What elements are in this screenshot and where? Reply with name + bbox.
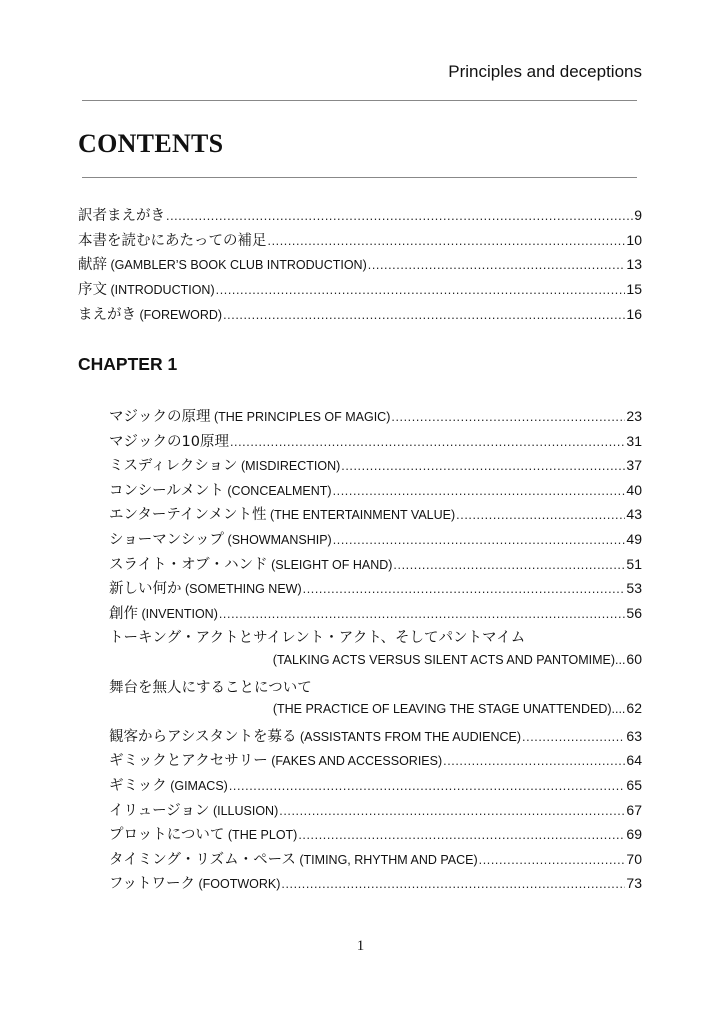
entry-title-jp: イリュージョン — [109, 802, 210, 819]
toc-entry — [109, 430, 642, 455]
entry-page-number: 64 — [626, 752, 642, 769]
entry-title-en: (ILLUSION) — [209, 803, 279, 818]
entry-page-number: 15 — [626, 281, 642, 298]
toc-entry — [78, 253, 642, 278]
toc-entry — [109, 553, 642, 578]
toc-entry — [109, 676, 642, 701]
entry-title-jp: マジックの原理 — [109, 409, 211, 425]
dot-leader — [393, 558, 625, 572]
entry-title-en: (FAKES AND ACCESSORIES) — [267, 754, 443, 769]
entry-title-en: (TALKING ACTS VERSUS SILENT ACTS AND PANTOMIME)... — [272, 652, 626, 667]
chapter-entry-list — [109, 405, 642, 897]
entry-title-jp: ショーマンシップ — [109, 531, 225, 548]
chapter-heading: CHAPTER 1 — [78, 354, 178, 374]
entry-page-number: 31 — [626, 432, 642, 449]
dot-leader — [333, 533, 626, 547]
dot-leader — [281, 877, 625, 891]
entry-page-number: 60 — [626, 650, 642, 667]
entry-title-jp: ギミック — [109, 777, 167, 794]
entry-title-jp: 観客からアシスタントを募る — [109, 728, 297, 745]
entry-title-en: (GIMACS) — [166, 778, 228, 793]
entry-page-number: 73 — [626, 875, 642, 892]
entry-title-jp: 献辞 — [78, 257, 107, 274]
dot-leader — [216, 283, 626, 297]
entry-page-number: 40 — [626, 481, 642, 498]
toc-entry — [78, 278, 642, 303]
dot-leader — [303, 582, 626, 596]
dot-leader — [333, 484, 626, 498]
entry-page-number: 67 — [626, 801, 642, 818]
dot-leader — [298, 828, 625, 842]
entry-title-en: (THE PRACTICE OF LEAVING THE STAGE UNATTENDED).... — [272, 702, 626, 717]
entry-title-jp: 創作 — [109, 605, 138, 622]
entry-title-jp: ギミックとアクセサリー — [109, 753, 268, 770]
entry-page-number: 70 — [626, 850, 642, 867]
toc-entry — [109, 528, 642, 553]
entry-title-en: (MISDIRECTION) — [237, 459, 341, 474]
dot-leader — [341, 459, 625, 473]
entry-title-jp: 舞台を無人にすることについて — [109, 679, 312, 696]
entry-page-number: 10 — [626, 231, 642, 248]
dot-leader — [230, 435, 625, 449]
front-matter-list — [78, 204, 642, 327]
toc-entry — [109, 503, 642, 528]
entry-title-jp: まえがき — [78, 306, 136, 323]
entry-title-jp: タイミング・リズム・ペース — [109, 851, 296, 868]
toc-entry — [78, 303, 642, 328]
dot-leader — [391, 410, 625, 424]
entry-title-jp: コンシールメント — [109, 482, 224, 499]
toc-entry — [109, 479, 642, 504]
entry-title-jp: マジックの10原理 — [109, 433, 229, 450]
entry-title-en: (THE PRINCIPLES OF MAGIC) — [210, 410, 391, 424]
entry-title-jp: 新しい何か — [109, 581, 182, 598]
dot-leader — [229, 779, 626, 793]
toc-entry — [109, 577, 642, 602]
entry-title-jp: フットワーク — [109, 876, 195, 893]
toc-entry — [109, 725, 642, 750]
toc-entry — [109, 774, 642, 799]
toc-entry — [78, 229, 642, 254]
dot-leader — [279, 804, 625, 818]
toc-entry — [78, 204, 642, 229]
toc-entry — [109, 454, 642, 479]
entry-page-number: 16 — [626, 305, 642, 322]
entry-title-en: (THE PLOT) — [224, 828, 298, 843]
entry-title-jp: 本書を読むにあたっての補足 — [78, 232, 267, 249]
toc-entry — [109, 872, 642, 897]
entry-title-en: (FOOTWORK) — [195, 877, 281, 892]
entry-title-en: (GAMBLER’S BOOK CLUB INTRODUCTION) — [107, 258, 367, 273]
entry-title-jp: ミスディレクション — [109, 458, 238, 475]
entry-page-number: 69 — [626, 826, 642, 843]
page-title: CONTENTS — [78, 129, 224, 158]
entry-title-jp: トーキング・アクトとサイレント・アクト、そしてパントマイム — [109, 630, 526, 647]
dot-leader — [456, 508, 625, 522]
dot-leader — [368, 258, 626, 272]
entry-title-en: (ASSISTANTS FROM THE AUDIENCE) — [296, 729, 522, 744]
page-number: 1 — [356, 938, 365, 954]
dot-leader — [479, 853, 626, 867]
entry-page-number: 65 — [626, 776, 642, 793]
entry-page-number: 53 — [626, 580, 642, 597]
toc-entry — [109, 799, 642, 824]
dot-leader — [443, 754, 625, 768]
entry-page-number: 43 — [626, 506, 642, 523]
toc-entry — [109, 749, 642, 774]
entry-title-jp: スライト・オブ・ハンド — [109, 556, 268, 573]
entry-page-number: 56 — [626, 604, 642, 621]
entry-title-en: (INTRODUCTION) — [107, 283, 215, 298]
dot-leader — [522, 730, 625, 744]
entry-title-en: (FOREWORD) — [136, 307, 223, 322]
entry-page-number: 23 — [626, 408, 642, 424]
dot-leader — [268, 234, 626, 248]
entry-title-en: (TIMING, RHYTHM AND PACE) — [295, 852, 478, 867]
toc-entry — [109, 405, 642, 430]
entry-page-number: 63 — [626, 727, 642, 744]
dot-leader — [223, 308, 625, 322]
entry-page-number: 51 — [626, 555, 642, 572]
running-head: Principles and deceptions — [448, 62, 642, 81]
entry-title-en: (THE ENTERTAINMENT VALUE) — [266, 508, 456, 523]
entry-page-number: 37 — [626, 457, 642, 474]
toc-entry — [109, 626, 642, 651]
toc-entry — [109, 602, 642, 627]
entry-title-jp: 訳者まえがき — [78, 208, 165, 224]
entry-title-en: (INVENTION) — [138, 606, 218, 621]
toc-entry-continuation — [109, 700, 642, 725]
title-rule — [82, 177, 637, 178]
toc-entry — [109, 848, 642, 873]
dot-leader — [219, 607, 626, 621]
entry-page-number: 49 — [626, 530, 642, 547]
entry-title-en: (CONCEALMENT) — [223, 483, 332, 498]
toc-entry-continuation — [109, 651, 642, 676]
dot-leader — [166, 209, 633, 223]
entry-page-number: 9 — [634, 207, 642, 223]
entry-page-number: 13 — [626, 256, 642, 273]
entry-title-en: (SHOWMANSHIP) — [224, 532, 332, 547]
entry-title-en: (SOMETHING NEW) — [181, 582, 302, 597]
entry-title-jp: 序文 — [78, 282, 107, 299]
entry-title-jp: エンターテインメント性 — [109, 507, 267, 524]
header-rule — [82, 100, 637, 101]
toc-entry — [109, 823, 642, 848]
entry-title-en: (SLEIGHT OF HAND) — [267, 557, 393, 572]
entry-title-jp: プロットについて — [109, 827, 225, 844]
entry-page-number: 62 — [626, 700, 642, 717]
